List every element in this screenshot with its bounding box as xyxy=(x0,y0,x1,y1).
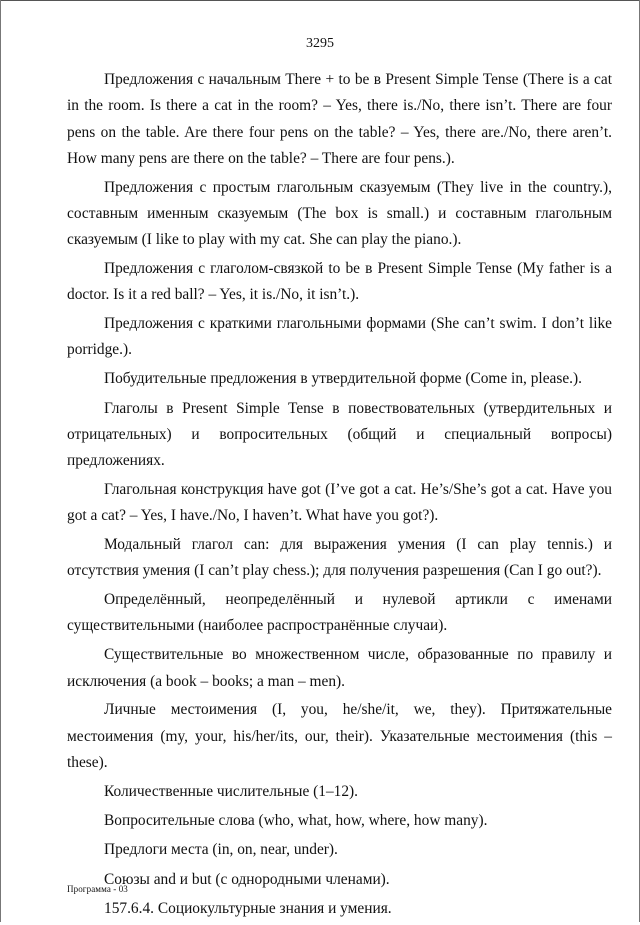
scan-border-top xyxy=(0,0,640,1)
document-body xyxy=(67,67,612,925)
paragraph-have-got: Глагольная конструкция have got (I’ve got a cat. He’s/She’s got a cat. Have you got a cat? – Yes, I have./No, I haven’t. What have you got?). xyxy=(67,480,612,525)
paragraph-question-words: Вопросительные слова (who, what, how, where, how many). xyxy=(104,812,488,830)
paragraph-imperative: Побудительные предложения в утвердительной форме (Come in, please.). xyxy=(104,370,583,388)
paragraph-modal-can: Модальный глагол can: для выражения умения (I can play tennis.) и отсутствия умения (I can’t play chess.); для получения разрешения (Can I go out?). xyxy=(67,536,612,580)
paragraph-articles: Определённый, неопределённый и нулевой артикли с именами существительными (наиболее распространённые случаи). xyxy=(67,591,612,635)
section-heading-sociocultural: 157.6.4. Социокультурные знания и умения. xyxy=(104,899,392,917)
paragraph-conjunctions: Союзы and и but (с однородными членами). xyxy=(104,870,390,888)
paragraph-there-is: Предложения с начальным There + to be в Present Simple Tense (There is a cat in the room. Is there a cat in the room? – Yes, there is./No, there isn’t. There are four pens on the table. Are there four pens on the table? – Yes, there are./No, there aren’t. How many pens are there on the table? – There are four pens.). xyxy=(67,71,612,167)
paragraph-present-simple: Глаголы в Present Simple Tense в повествовательных (утвердительных и отрицательных) и вопросительных (общий и специальный вопросы) предложениях. xyxy=(67,399,612,470)
page-footer: Программа - 03 xyxy=(67,884,128,894)
paragraph-to-be: Предложения с глаголом-связкой to be в Present Simple Tense (My father is a doctor. Is it a red ball? – Yes, it is./No, it isn’t.). xyxy=(67,260,612,304)
scan-border-left xyxy=(0,0,1,922)
paragraph-predicates: Предложения с простым глагольным сказуемым (They live in the country.), составным именным сказуемым (The box is small.) и составным глагольным сказуемым (I like to play with my cat. She can play the piano.). xyxy=(67,178,612,249)
paragraph-short-forms: Предложения с краткими глагольными формами (She can’t swim. I don’t like porridge.). xyxy=(67,315,612,359)
paragraph-numerals: Количественные числительные (1–12). xyxy=(104,782,359,800)
page-number: 3295 xyxy=(306,36,334,51)
paragraph-pronouns: Личные местоимения (I, you, he/she/it, we, they). Притяжательные местоимения (my, your, his/her/its, our, their). Указательные местоимения (this – these). xyxy=(67,701,612,771)
paragraph-prepositions: Предлоги места (in, on, near, under). xyxy=(104,841,338,859)
paragraph-plurals: Существительные во множественном числе, образованные по правилу и исключения (a book – books; a man – men). xyxy=(67,646,612,690)
